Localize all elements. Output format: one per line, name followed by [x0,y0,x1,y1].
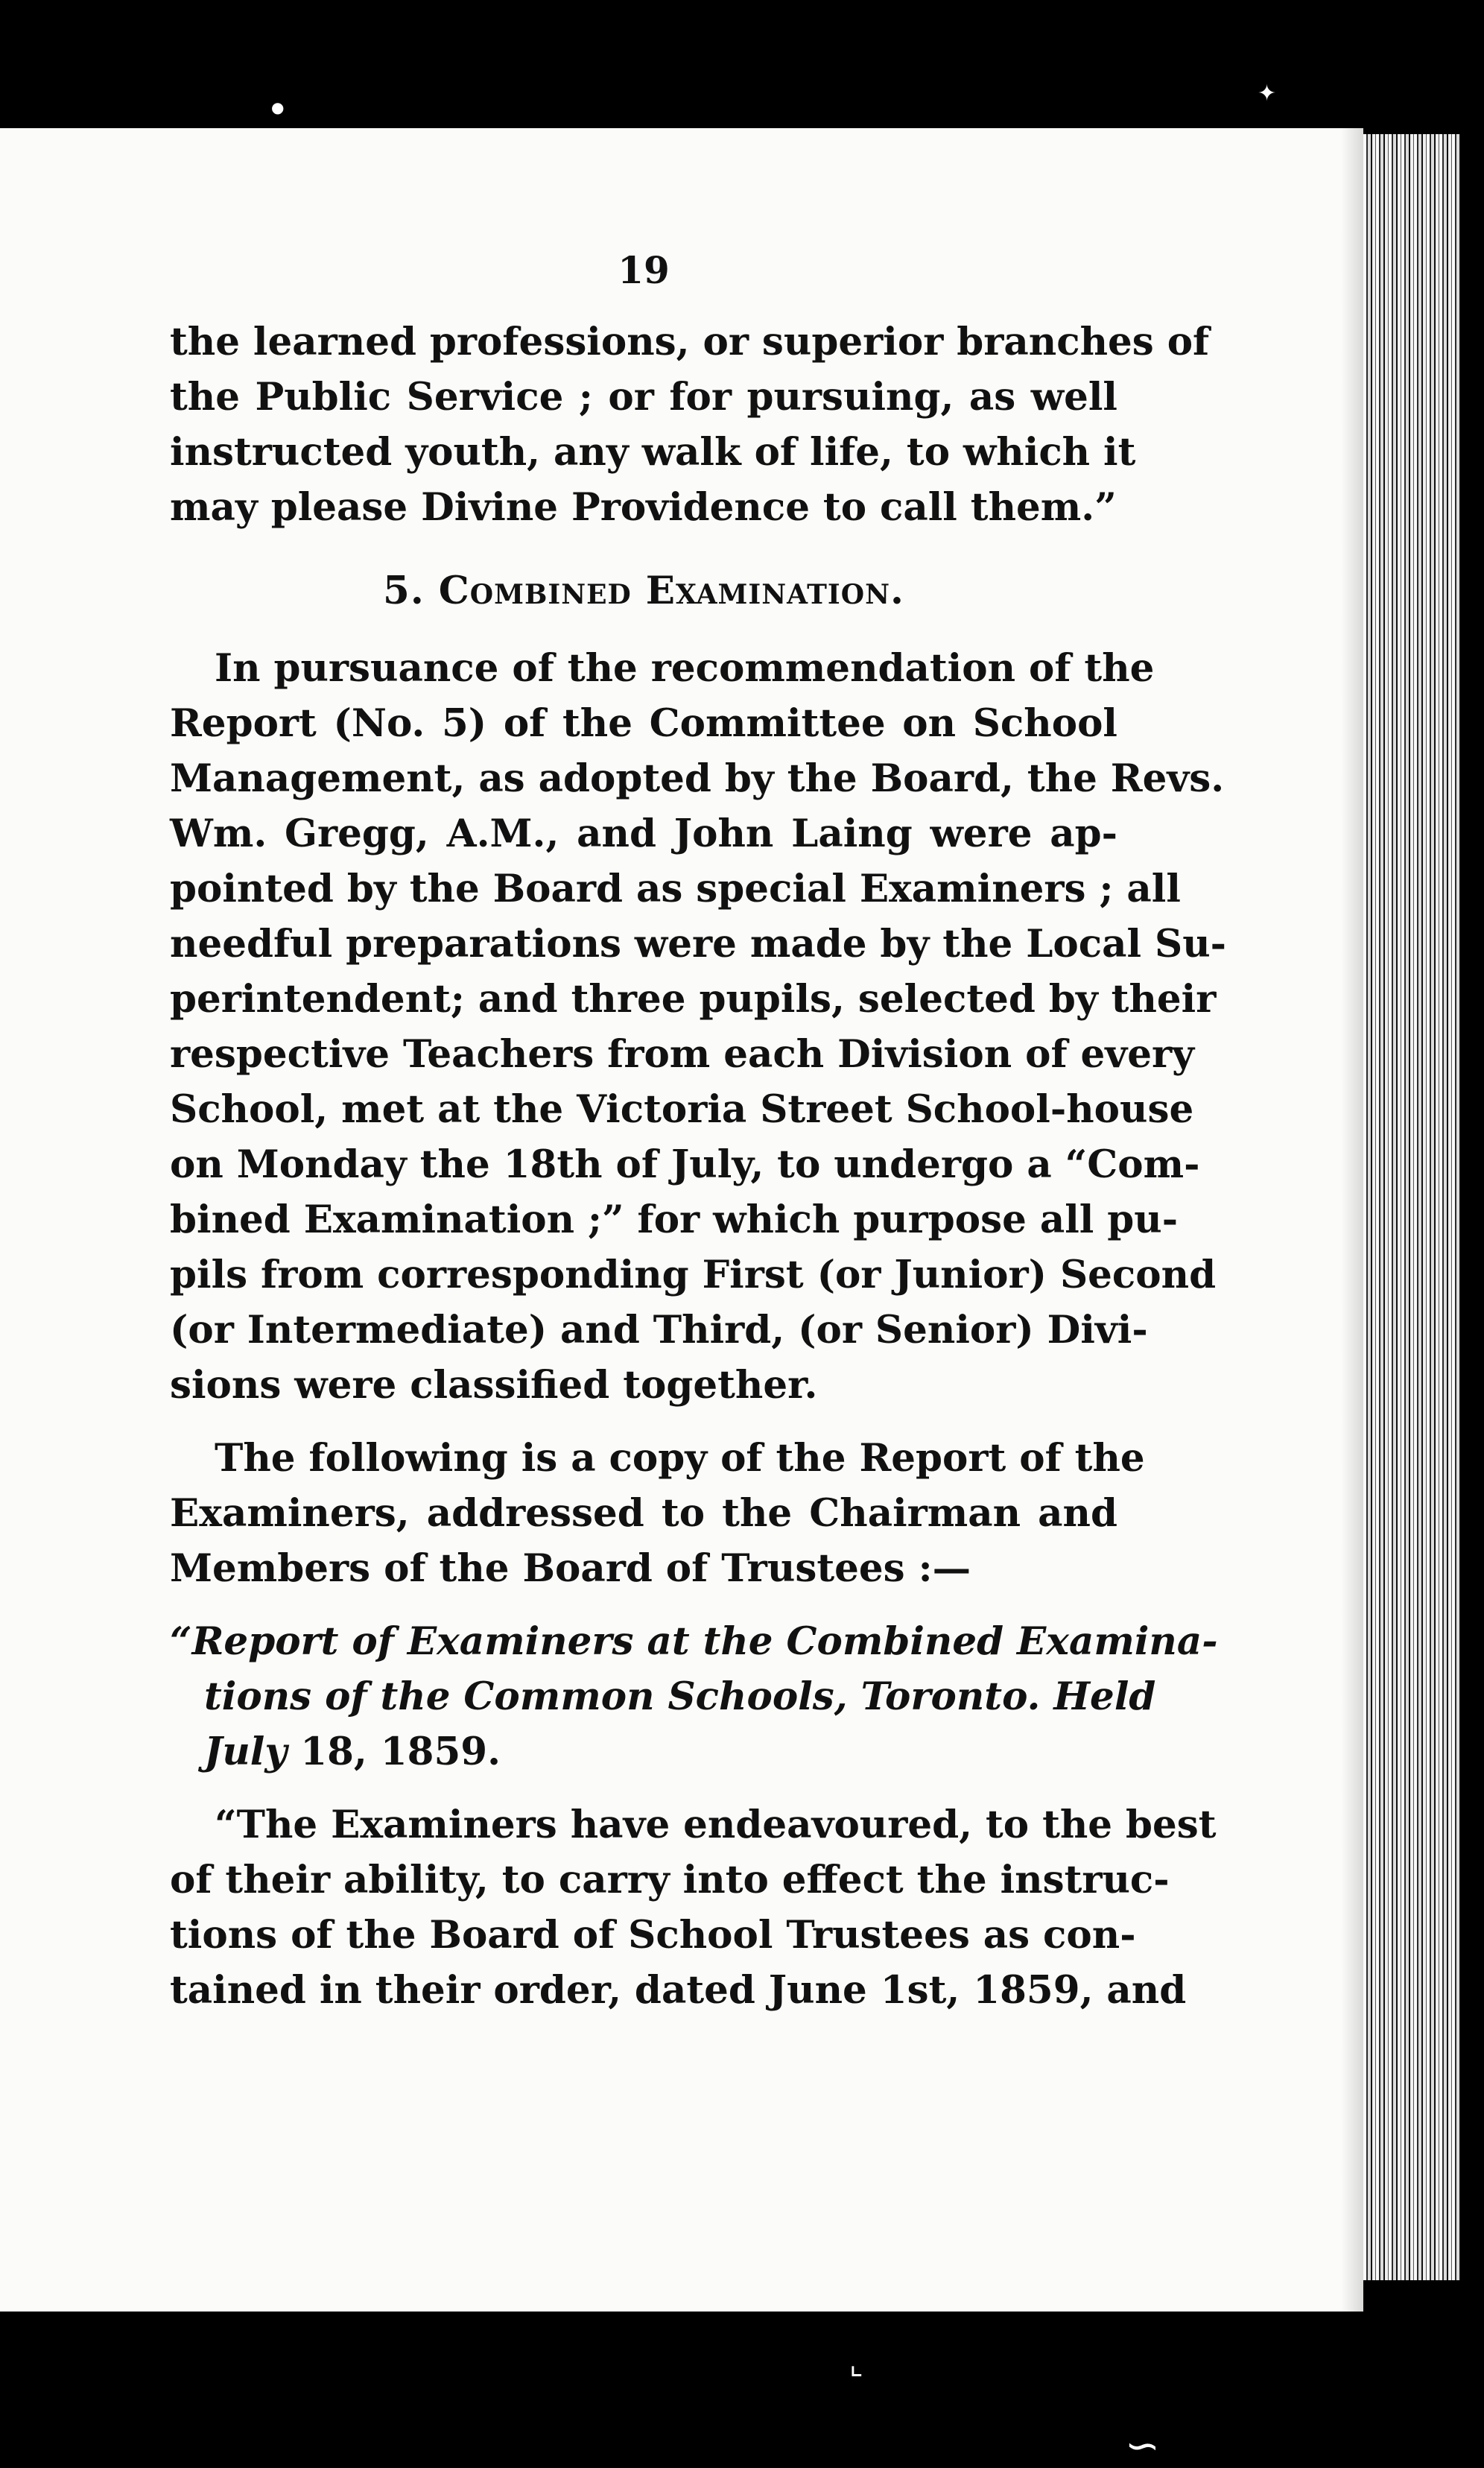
text-line: the learned professions, or superior branches of [170,320,1210,364]
paragraph-spacer [170,1596,1117,1614]
report-title-segment: tions of the Common Schools, Toronto. [204,1674,1041,1719]
report-title-segment: Held [1053,1674,1156,1719]
text-line: Report (No. 5) of the Committee on School [170,701,1117,746]
section-heading [170,563,1117,618]
text-line: sions were classified together. [170,1363,818,1408]
text-line: pils from corresponding First (or Junior) Second [170,1253,1217,1297]
text-line: pointed by the Board as special Examiners ; all [170,867,1181,911]
paragraph-combined-examination [170,641,1227,1413]
text-line: respective Teachers from each Division of every [170,1032,1195,1077]
text-line: perintendent; and three pupils, selected by their [170,977,1217,1022]
book-page-edges [1363,134,1460,2280]
text-line: (or Intermediate) and Third, (or Senior) Divi- [170,1308,1148,1352]
scan-speck-icon: ● [271,98,285,116]
paragraph-report-body [170,1797,1217,2018]
text-line: Wm. Gregg, A.M., and John Laing were ap- [170,811,1117,856]
text-line: Examiners, addressed to the Chairman and [170,1491,1117,1536]
paragraph-report-intro [170,1431,1145,1596]
section-title: Combined Examination. [438,569,904,613]
report-title-line: “Report of Examiners at the Combined Examina- [170,1619,1218,1664]
paragraph-spacer [170,1779,1117,1797]
paragraph-spacer [170,1413,1117,1431]
report-title-date: 18, 1859. [300,1730,501,1774]
text-line: may please Divine Providence to call them.” [170,485,1117,530]
section-number: 5. [383,569,425,613]
report-title-line [170,1669,1156,1724]
page-number: 19 [618,248,670,292]
text-line: on Monday the 18th of July, to undergo a “Com- [170,1142,1200,1187]
text-line: tions of the Board of School Trustees as con- [170,1913,1136,1958]
text-line: Management, as adopted by the Board, the Revs. [170,756,1225,801]
report-title-line [170,1724,1117,1779]
text-line: In pursuance of the recommendation of the [215,646,1155,691]
text-line: the Public Service ; or for pursuing, as well [170,375,1117,420]
opening-paragraph [170,314,1210,535]
page-text [170,246,1227,2018]
scan-speck-icon: ∽ [1125,2422,1160,2468]
text-line: School, met at the Victoria Street School-house [170,1087,1194,1132]
scan-speck-icon: ⌞ [849,2347,863,2382]
text-line: tained in their order, dated June 1st, 1859, and [170,1968,1187,2013]
text-line: bined Examination ;” for which purpose all pu- [170,1197,1179,1242]
scan-speck-icon: ✦ [1258,80,1277,107]
text-line: “The Examiners have endeavoured, to the best [215,1803,1217,1847]
report-title [170,1614,1218,1779]
text-line: The following is a copy of the Report of the [215,1436,1145,1481]
report-title-segment: July [204,1730,288,1774]
text-line: needful preparations were made by the Local Su- [170,922,1227,966]
text-line: Members of the Board of Trustees :— [170,1546,971,1591]
text-line: of their ability, to carry into effect the instruc- [170,1858,1170,1902]
text-line: instructed youth, any walk of life, to which it [170,430,1136,475]
